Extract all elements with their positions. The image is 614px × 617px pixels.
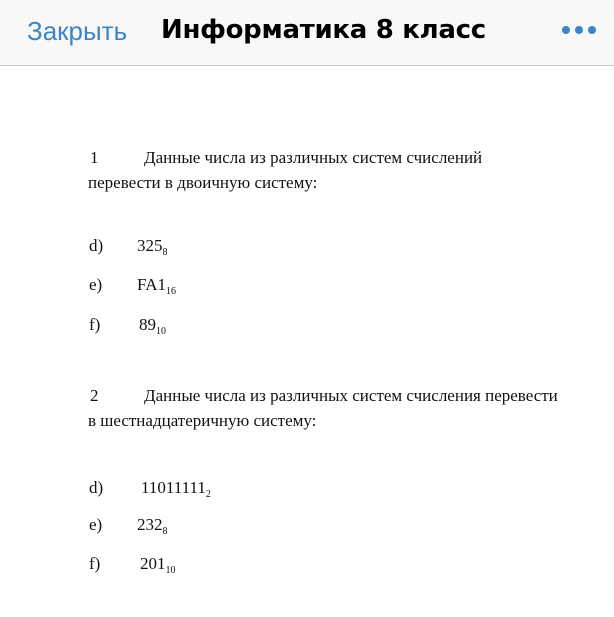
item-value: 232	[137, 515, 163, 534]
item-value: 201	[140, 554, 166, 573]
item-label: d)	[89, 236, 104, 255]
more-dot	[588, 26, 596, 34]
task-number: 1	[90, 148, 99, 167]
task-1	[88, 145, 558, 195]
item-base: 8	[162, 247, 168, 258]
task-2-item-d	[89, 477, 211, 499]
task-text: Данные числа из различных систем счисления перевести в шестнадцатеричную систему:	[88, 386, 558, 430]
item-base: 2	[205, 489, 211, 500]
task-2-item-e	[89, 514, 168, 536]
task-2-item-f	[89, 553, 176, 575]
navigation-bar	[0, 0, 614, 66]
more-dot	[575, 26, 583, 34]
item-value: FA1	[137, 275, 166, 294]
task-1-item-f	[89, 314, 166, 336]
task-number: 2	[90, 386, 99, 405]
task-1-item-d	[89, 235, 168, 257]
item-base: 16	[165, 286, 176, 297]
item-value: 11011111	[141, 478, 206, 497]
item-value: 325	[137, 236, 163, 255]
item-label: e)	[89, 515, 103, 534]
item-label: f)	[89, 554, 101, 573]
item-base: 10	[165, 565, 176, 576]
task-text: Данные числа из различных систем счислений перевести в двоичную систему:	[88, 148, 483, 192]
item-base: 10	[156, 326, 166, 337]
document-body	[0, 67, 614, 617]
close-button[interactable]: Закрыть	[27, 16, 128, 46]
item-label: d)	[89, 478, 104, 497]
page-title: Информатика 8 класс	[161, 15, 486, 45]
task-1-item-e	[89, 274, 176, 296]
item-base: 8	[162, 526, 168, 537]
ellipsis-icon[interactable]	[562, 21, 596, 39]
more-dot	[562, 26, 570, 34]
item-label: e)	[89, 275, 103, 294]
task-2	[88, 383, 558, 433]
item-label: f)	[89, 315, 101, 334]
item-value: 89	[139, 315, 156, 334]
